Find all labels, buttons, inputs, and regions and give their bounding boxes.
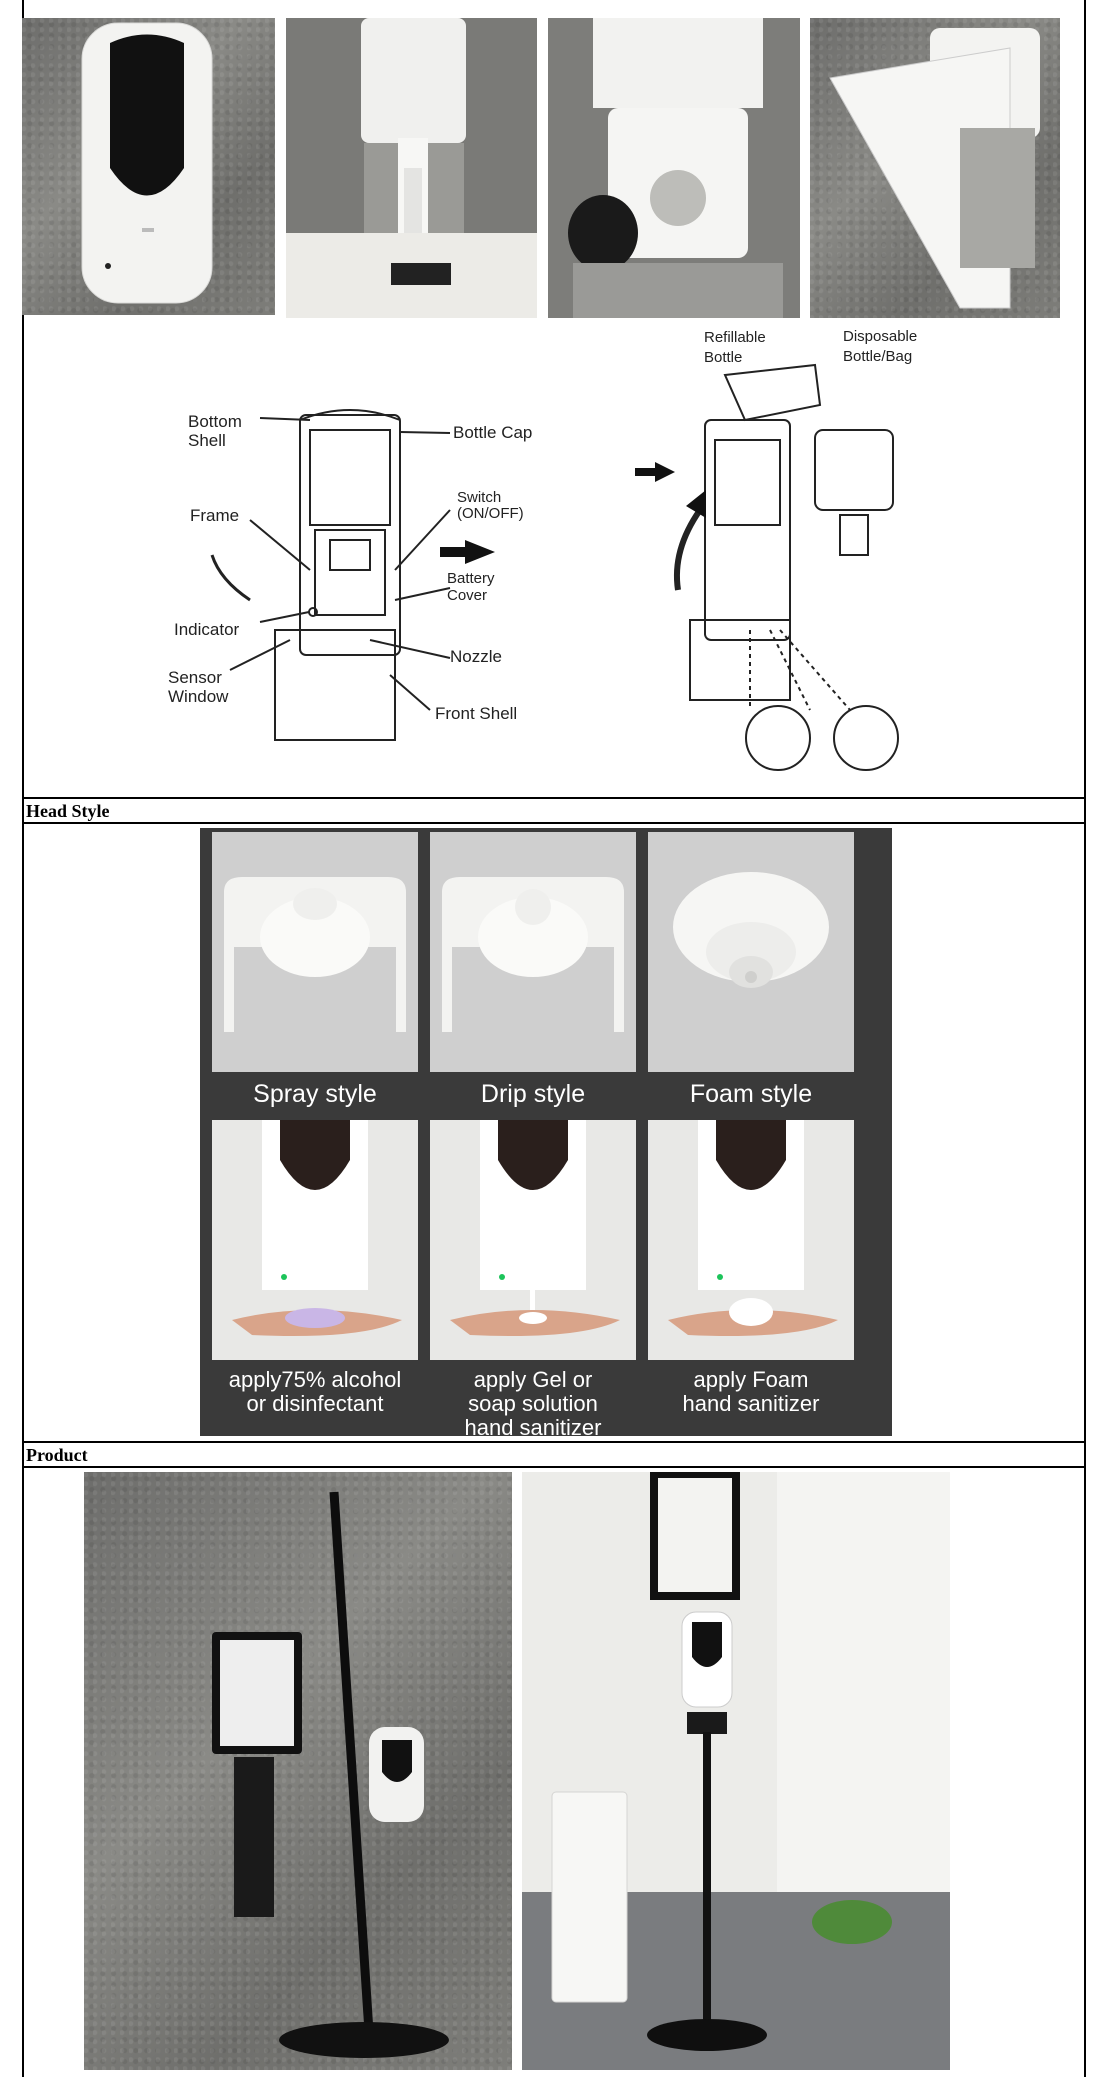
foam-head-image (648, 832, 854, 1072)
drip-use-drawing (430, 1120, 636, 1360)
section-label-product: Product (26, 1445, 88, 1465)
divider (22, 1441, 1086, 1443)
spray-head-drawing (212, 832, 418, 1072)
spray-head-image (212, 832, 418, 1072)
spray-use-drawing (212, 1120, 418, 1360)
photo-dispenser-open-bottle (548, 18, 800, 318)
label-bottom-shell: Bottom Shell (188, 412, 242, 450)
label-bottle-cap: Bottle Cap (453, 423, 533, 442)
divider (22, 822, 1086, 824)
photo-dispenser-open-pump (286, 18, 537, 318)
exploded-diagram (150, 330, 1000, 780)
divider (22, 1466, 1086, 1468)
label-switch: Switch (ON/OFF) (457, 489, 524, 522)
drip-style-caption: apply Gel or soap solution hand sanitizer (464, 1367, 602, 1440)
drip-style-title: Drip style (480, 1080, 586, 1108)
label-refillable-bottle: Refillable Bottle (704, 329, 766, 366)
label-frame: Frame (190, 506, 240, 525)
label-sensor-window: Sensor Window (168, 668, 229, 706)
photo-product-assembled (522, 1472, 950, 2070)
foam-style-title: Foam style (689, 1080, 813, 1108)
label-indicator: Indicator (174, 620, 240, 639)
photo-dispenser-front (22, 18, 275, 315)
drip-head-image (430, 832, 636, 1072)
spray-style-caption: apply75% alcohol or disinfectant (228, 1367, 402, 1416)
drip-head-drawing (430, 832, 636, 1072)
label-battery-cover: Battery Cover (447, 570, 495, 604)
spray-style-title: Spray style (253, 1080, 377, 1108)
head-style-panel (200, 828, 892, 1440)
drip-use-image (430, 1120, 636, 1360)
product-disassembled-drawing (84, 1472, 512, 2070)
dispenser-pump-drawing (286, 18, 537, 318)
spray-use-image (212, 1120, 418, 1360)
section-label-head-style: Head Style (26, 801, 110, 821)
dispenser-front-drawing (22, 18, 275, 315)
divider (22, 797, 1086, 799)
dispenser-bottle-drawing (548, 18, 800, 318)
label-disposable-bottle: Disposable Bottle/Bag (843, 328, 918, 365)
label-front-shell: Front Shell (435, 704, 518, 723)
photo-dispenser-side-open (810, 18, 1060, 318)
dispenser-side-drawing (810, 18, 1060, 318)
foam-use-drawing (648, 1120, 854, 1360)
product-assembled-drawing (522, 1472, 950, 2070)
foam-use-image (648, 1120, 854, 1360)
foam-head-drawing (648, 832, 854, 1072)
label-nozzle: Nozzle (450, 647, 502, 666)
foam-style-caption: apply Foam hand sanitizer (682, 1367, 820, 1416)
photo-product-disassembled (84, 1472, 512, 2070)
